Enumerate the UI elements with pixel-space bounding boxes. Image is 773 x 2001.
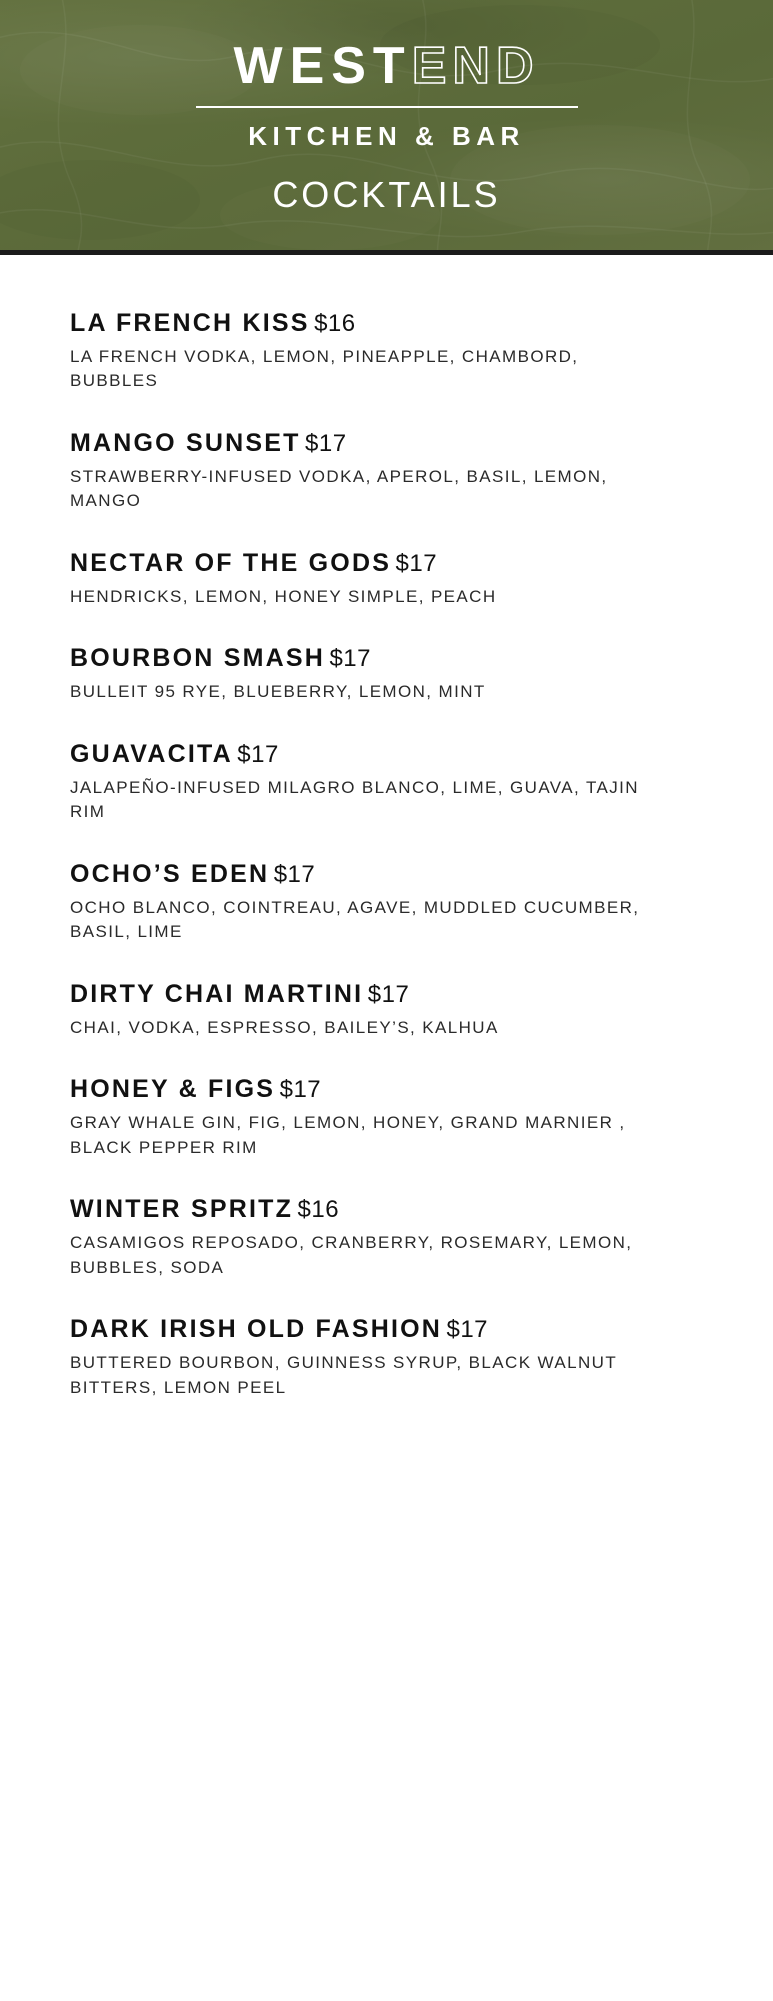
menu-item-heading xyxy=(70,549,670,578)
menu-item-name: MANGO SUNSET xyxy=(70,429,301,458)
menu-item-name: LA FRENCH KISS xyxy=(70,309,310,337)
menu-item-description: BULLEIT 95 RYE, BLUEBERRY, LEMON, MINT xyxy=(70,682,486,702)
menu-item-description: JALAPEÑO-INFUSED MILAGRO BLANCO, LIME, GUAVA, TAJIN RIM xyxy=(70,777,639,822)
menu-item xyxy=(70,429,773,514)
brand-word-west: WEST xyxy=(233,37,412,95)
menu-item-description: CHAI, VODKA, ESPRESSO, BAILEY’S, KALHUA xyxy=(70,1017,499,1037)
menu-item-price: $17 xyxy=(329,645,371,673)
menu-item xyxy=(70,644,773,704)
menu-item-heading xyxy=(70,1315,670,1344)
menu-item-name: GUAVACITA xyxy=(70,739,233,768)
menu-item-name: NECTAR OF THE GODS xyxy=(70,549,392,578)
brand-word-end: END xyxy=(411,37,540,95)
menu-item xyxy=(70,1075,773,1160)
menu-item-price: $17 xyxy=(273,860,316,888)
menu-item xyxy=(70,1315,773,1400)
menu-item-heading xyxy=(70,740,670,769)
menu-item-price: $16 xyxy=(314,310,356,337)
brand-divider xyxy=(196,106,578,108)
menu-item xyxy=(70,980,773,1040)
menu-item-name: BOURBON SMASH xyxy=(70,644,325,673)
menu-item-name: OCHO’S EDEN xyxy=(70,859,270,888)
page-title: COCKTAILS xyxy=(272,174,501,215)
menu-list xyxy=(0,255,773,1440)
menu-item-name: DARK IRISH OLD FASHION xyxy=(70,1315,443,1344)
menu-item-heading xyxy=(70,309,670,338)
menu-item-heading xyxy=(70,644,670,673)
brand-lockup xyxy=(0,37,773,216)
menu-item-heading xyxy=(70,980,670,1009)
menu-item-description: HENDRICKS, LEMON, HONEY SIMPLE, PEACH xyxy=(70,586,497,606)
menu-item xyxy=(70,740,773,825)
menu-item-name: HONEY & FIGS xyxy=(70,1075,276,1104)
menu-item-heading xyxy=(70,429,670,458)
menu-item xyxy=(70,549,773,609)
menu-item xyxy=(70,860,773,945)
brand-wordmark xyxy=(233,37,540,95)
menu-item-heading xyxy=(70,1195,670,1224)
menu-item-heading xyxy=(70,1075,670,1104)
menu-item xyxy=(70,1195,773,1280)
menu-item-price: $17 xyxy=(237,740,279,768)
menu-item xyxy=(70,309,773,394)
brand-subtitle: KITCHEN & BAR xyxy=(248,121,525,151)
menu-item-price: $17 xyxy=(367,980,410,1008)
menu-item-price: $17 xyxy=(305,430,347,458)
menu-item-name: WINTER SPRITZ xyxy=(70,1195,294,1224)
menu-item-description: CASAMIGOS REPOSADO, CRANBERRY, ROSEMARY, LEMON, BUBBLES, SODA xyxy=(70,1233,633,1277)
menu-item-description: STRAWBERRY-INFUSED VODKA, APEROL, BASIL, LEMON, MANGO xyxy=(70,466,608,511)
menu-item-description: BUTTERED BOURBON, GUINNESS SYRUP, BLACK WALNUT BITTERS, LEMON PEEL xyxy=(70,1353,617,1397)
menu-item-price: $17 xyxy=(395,550,438,578)
menu-item-price: $16 xyxy=(297,1196,340,1224)
menu-item-description: OCHO BLANCO, COINTREAU, AGAVE, MUDDLED CUCUMBER, BASIL, LIME xyxy=(70,897,640,942)
menu-item-heading xyxy=(70,860,670,889)
menu-item-description: GRAY WHALE GIN, FIG, LEMON, HONEY, GRAND MARNIER , BLACK PEPPER RIM xyxy=(70,1113,626,1157)
menu-header xyxy=(0,0,773,255)
menu-item-description: LA FRENCH VODKA, LEMON, PINEAPPLE, CHAMBORD, BUBBLES xyxy=(70,346,579,391)
menu-item-name: DIRTY CHAI MARTINI xyxy=(70,979,364,1008)
menu-item-price: $17 xyxy=(279,1076,322,1104)
menu-item-price: $17 xyxy=(446,1316,489,1344)
